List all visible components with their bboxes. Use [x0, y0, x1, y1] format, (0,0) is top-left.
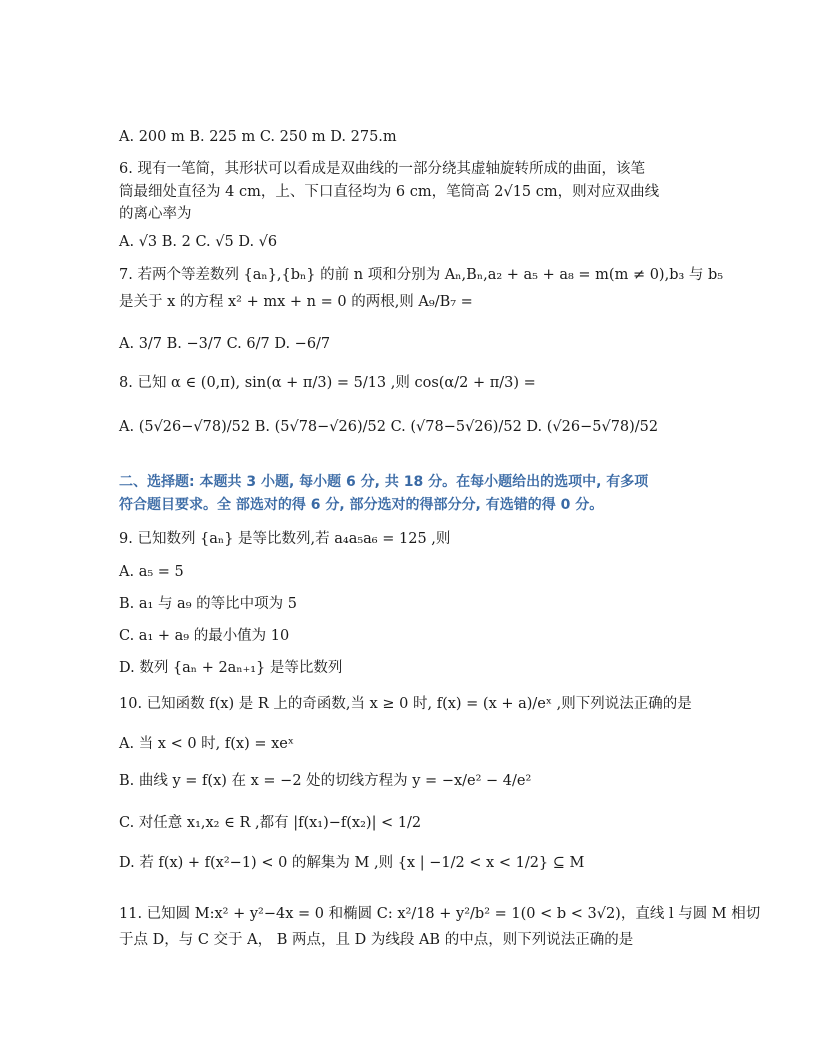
q9-option-b: B. a₁ 与 a₉ 的等比中项为 5	[119, 596, 297, 612]
q10-option-a: A. 当 x < 0 时, f(x) = xeˣ	[119, 736, 295, 752]
q6-stem-line1: 6. 现有一笔简，其形状可以看成是双曲线的一部分绕其虚轴旋转所成的曲面，该笔	[119, 161, 645, 177]
section2-heading-line2: 符合题目要求。全 部选对的得 6 分, 部分选对的得部分分, 有选错的得 0 分。	[119, 497, 604, 513]
q5-options: A. 200 m B. 225 m C. 250 m D. 275.m	[119, 129, 397, 145]
q7-stem-line1: 7. 若两个等差数列 {aₙ},{bₙ} 的前 n 项和分别为 Aₙ,Bₙ,a₂ + a₅ + a₈ = m(m ≠ 0),b₃ 与 b₅	[119, 267, 724, 283]
q8-options: A. (5√26−√78)/52 B. (5√78−√26)/52 C. (√78−5√26)/52 D. (√26−5√78)/52	[119, 419, 659, 435]
q11-stem-line2: 于点 D，与 C 交于 A， B 两点，且 D 为线段 AB 的中点，则下列说法正确的是	[119, 932, 634, 948]
q9-option-a: A. a₅ = 5	[119, 564, 184, 580]
q10-option-d: D. 若 f(x) + f(x²−1) < 0 的解集为 M ,则 {x | −1/2 < x < 1/2} ⊆ M	[119, 855, 585, 871]
section2-heading-line1: 二、选择题: 本题共 3 小题, 每小题 6 分, 共 18 分。在每小题给出的选项中, 有多项	[119, 474, 649, 490]
q9-stem: 9. 已知数列 {aₙ} 是等比数列,若 a₄a₅a₆ = 125 ,则	[119, 531, 451, 547]
q8-stem: 8. 已知 α ∈ (0,π), sin(α + π/3) = 5/13 ,则 cos(α/2 + π/3) =	[119, 375, 536, 391]
q10-stem: 10. 已知函数 f(x) 是 R 上的奇函数,当 x ≥ 0 时, f(x) = (x + a)/eˣ ,则下列说法正确的是	[119, 696, 692, 712]
q7-stem-line2: 是关于 x 的方程 x² + mx + n = 0 的两根,则 A₉/B₇ =	[119, 294, 473, 310]
q6-stem-line2: 筒最细处直径为 4 cm，上、下口直径均为 6 cm，笔筒高 2√15 cm，则对应双曲线	[119, 184, 660, 200]
q10-option-b: B. 曲线 y = f(x) 在 x = −2 处的切线方程为 y = −x/e² − 4/e²	[119, 773, 532, 789]
q6-options: A. √3 B. 2 C. √5 D. √6	[119, 234, 278, 250]
q9-option-d: D. 数列 {aₙ + 2aₙ₊₁} 是等比数列	[119, 660, 343, 676]
q9-option-c: C. a₁ + a₉ 的最小值为 10	[119, 628, 290, 644]
q6-stem-line3: 的离心率为	[119, 206, 192, 222]
q10-option-c: C. 对任意 x₁,x₂ ∈ R ,都有 |f(x₁)−f(x₂)| < 1/2	[119, 815, 422, 831]
q7-options: A. 3/7 B. −3/7 C. 6/7 D. −6/7	[119, 336, 331, 352]
q11-stem-line1: 11. 已知圆 M:x² + y²−4x = 0 和椭圆 C: x²/18 + y²/b² = 1(0 < b < 3√2)，直线 l 与圆 M 相切	[119, 906, 761, 922]
